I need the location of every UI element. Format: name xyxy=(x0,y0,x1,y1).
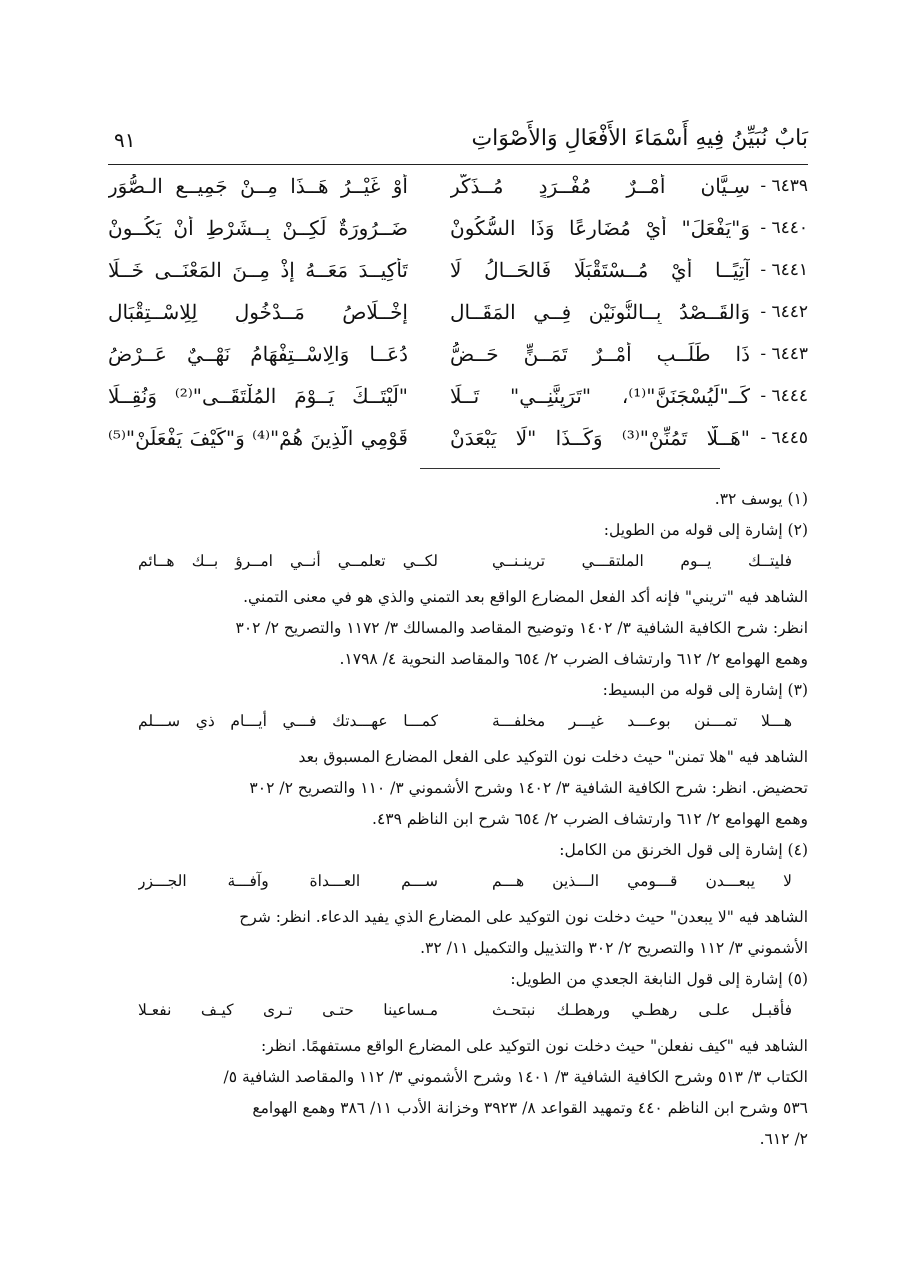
verse-second-hemistich: تَأْكِيــدَ مَعَــهُ إِذْ مِــنَ المَعْنَــى خَــلَا xyxy=(108,258,408,282)
footnote-3-text: الشاهد فيه "هلا تمنن" حيث دخلت نون التوكيد على الفعل المضارع المسبوق بعد xyxy=(298,748,808,766)
poem-first-hemistich: فليتــك يــوم الملتقـــي ترينـنــي xyxy=(492,552,792,570)
verse-number: ٦٤٤٢ - xyxy=(760,302,808,322)
footnote-2-heading: (٢) إشارة إلى قوله من الطويل: xyxy=(603,521,808,539)
verse-number: ٦٤٤٠ - xyxy=(760,218,808,238)
footnotes xyxy=(108,484,808,1155)
footnote-5-text: ٥٣٦ وشرح ابن الناظم ٤٤٠ وتمهيد القواعد ٨/ ٣٩٢٣ وخزانة الأدب ١١/ ٣٨٦ وهمع الهوامع xyxy=(252,1099,808,1117)
footnote-3-text: وهمع الهوامع ٢/ ٦١٢ وارتشاف الضرب ٢/ ٦٥٤ شرح ابن الناظم ٤٣٩. xyxy=(372,810,808,828)
verse-number: ٦٤٤٤ - xyxy=(760,386,808,406)
footnote-5-text: الكتاب ٣/ ٥١٣ وشرح الكافية الشافية ٣/ ١٤٠١ وشرح الأشموني ٣/ ١١٢ والمقاصد الشافية ٥/ xyxy=(223,1068,808,1086)
footnote-2-text: انظر: شرح الكافية الشافية ٣/ ١٤٠٢ وتوضيح المقاصد والمسالك ٣/ ١١٧٢ والتصريح ٢/ ٣٠٢ xyxy=(235,619,808,637)
verse-line xyxy=(108,212,808,254)
poem-second-hemistich: لكــي تعلمــي أنــي امــرؤ بــك هــائم xyxy=(138,552,438,570)
verse-first-hemistich: "هَــلَّا تَمُنِّنْ"⁽³⁾ وَكَــذَا "لَا يَبْعَدَنْ xyxy=(450,426,750,450)
footnote-5-poem xyxy=(108,995,808,1031)
footnote-5-heading: (٥) إشارة إلى قول النابغة الجعدي من الطويل: xyxy=(510,970,808,988)
verse-number: ٦٤٣٩ - xyxy=(760,176,808,196)
poem-second-hemistich: ســـم العـــداة وآفـــة الجـــزر xyxy=(138,872,438,890)
footnote-3-heading: (٣) إشارة إلى قوله من البسيط: xyxy=(602,681,808,699)
footnote-5-text: ٢/ ٦١٢. xyxy=(759,1130,808,1148)
footnote-2-text: وهمع الهوامع ٢/ ٦١٢ وارتشاف الضرب ٢/ ٦٥٤ والمقاصد النحوية ٤/ ١٧٩٨. xyxy=(339,650,808,668)
verse-first-hemistich: ذَا طَلَــبٍ أَمْــرٌ تَمَــنٍّ حَــضُّ xyxy=(450,342,750,366)
footnote-separator xyxy=(420,468,720,469)
poem-second-hemistich: كمـــا عهـــدتك فـــي أيـــام ذي ســـلم xyxy=(138,712,438,730)
footnote-4-heading: (٤) إشارة إلى قول الخرنق من الكامل: xyxy=(559,841,808,859)
footnote-5-text: الشاهد فيه "كيف نفعلن" حيث دخلت نون التوكيد على المضارع الواقع مستفهمًا. انظر: xyxy=(261,1037,808,1055)
footnote-4-text: الأشموني ٣/ ١١٢ والتصريح ٢/ ٣٠٢ والتذييل والتكميل ١١/ ٣٢. xyxy=(420,939,808,957)
verse-line xyxy=(108,254,808,296)
footnote-2-text: الشاهد فيه "تريني" فإنه أكد الفعل المضارع الواقع بعد التمني والذي هو في معنى التمني. xyxy=(243,588,808,606)
verse-first-hemistich: وَالقَــصْدُ بِــالنُّونَيْنِ فِــي المَقَــالِ xyxy=(450,300,750,324)
verse-second-hemistich: "لَيْتَــكَ يَــوْمَ المُلْتَقَــى"⁽²⁾ وَنُقِــلَا xyxy=(108,384,408,408)
poem-first-hemistich: فأقبـل علـى رهطـي ورهطـك نبتحـث xyxy=(492,1001,792,1019)
page-number: ٩١ xyxy=(114,128,136,152)
verse-first-hemistich: سِـيَّانِ أَمْــرٌ مُفْــرَدٍ مُــذَكَّرِ xyxy=(450,174,750,198)
poem-first-hemistich: هـــلا تمـــنن بوعـــد غيـــر مخلفـــة xyxy=(492,712,792,730)
verse-line xyxy=(108,380,808,422)
footnote-3-text: تحضيض. انظر: شرح الكافية الشافية ٣/ ١٤٠٢ وشرح الأشموني ٣/ ١١٠ والتصريح ٢/ ٣٠٢ xyxy=(249,779,808,797)
verse-line xyxy=(108,296,808,338)
verse-line xyxy=(108,338,808,380)
verse-number: ٦٤٤١ - xyxy=(760,260,808,280)
footnote-1: (١) يوسف ٣٢. xyxy=(714,490,808,508)
verse-second-hemistich: ضَــرُورَةٌ لَكِــنْ بِــشَرْطِ أَنْ يَكُــونْ xyxy=(108,216,408,240)
verse-second-hemistich: أَوْ غَيْــرُ هَــذَا مِــنْ جَمِيــعِ الـصُّوَرِ xyxy=(108,174,408,198)
verse-number: ٦٤٤٣ - xyxy=(760,344,808,364)
verse-line xyxy=(108,170,808,212)
footnote-4-poem xyxy=(108,866,808,902)
verse-first-hemistich: كَــ"لَيُسْجَنَنَّ"⁽¹⁾، "تَرَيِنَّنِــي" تَــلَا xyxy=(450,384,750,408)
verse-number: ٦٤٤٥ - xyxy=(760,428,808,448)
verse-second-hemistich: قَوْمِي الَّذِينَ هُمْ"⁽⁴⁾ وَ"كَيْفَ يَفْعَلَنْ"⁽⁵⁾ xyxy=(108,426,408,450)
verse-line xyxy=(108,422,808,464)
footnote-4-text: الشاهد فيه "لا يبعدن" حيث دخلت نون التوكيد على المضارع الذي يفيد الدعاء. انظر: شرح xyxy=(239,908,808,926)
verse-second-hemistich: إِخْــلَاصُ مَــدْخُولٍ لِلِاسْــتِقْبَالِ xyxy=(108,300,408,324)
chapter-title: بَابٌ نُبَيِّنُ فِيهِ أَسْمَاءَ الأَفْعَالِ وَالأَصْوَاتِ xyxy=(471,126,808,151)
verse-first-hemistich: آتِيًــا أَيْ مُــسْتَقْبَلًا فَالحَــالُ لَا xyxy=(450,258,750,282)
poem-second-hemistich: مـساعينا حتـى تـرى كيـف نفعـلا xyxy=(138,1001,438,1019)
footnote-3-poem xyxy=(108,706,808,742)
footnote-2-poem xyxy=(108,546,808,582)
verse-second-hemistich: دُعَــا وَالِاسْــتِفْهَامُ نَهْــيٌ عَــرْضُ xyxy=(108,342,408,366)
verse-first-hemistich: وَ"يَفْعَلَ" أَيْ مُضَارِعًا وَذَا السُّكُونْ xyxy=(450,216,750,240)
poem-first-hemistich: لا يبعـــدن قـــومي الـــذين هـــم xyxy=(492,872,792,890)
verse-block xyxy=(108,170,808,464)
running-header xyxy=(108,124,808,165)
